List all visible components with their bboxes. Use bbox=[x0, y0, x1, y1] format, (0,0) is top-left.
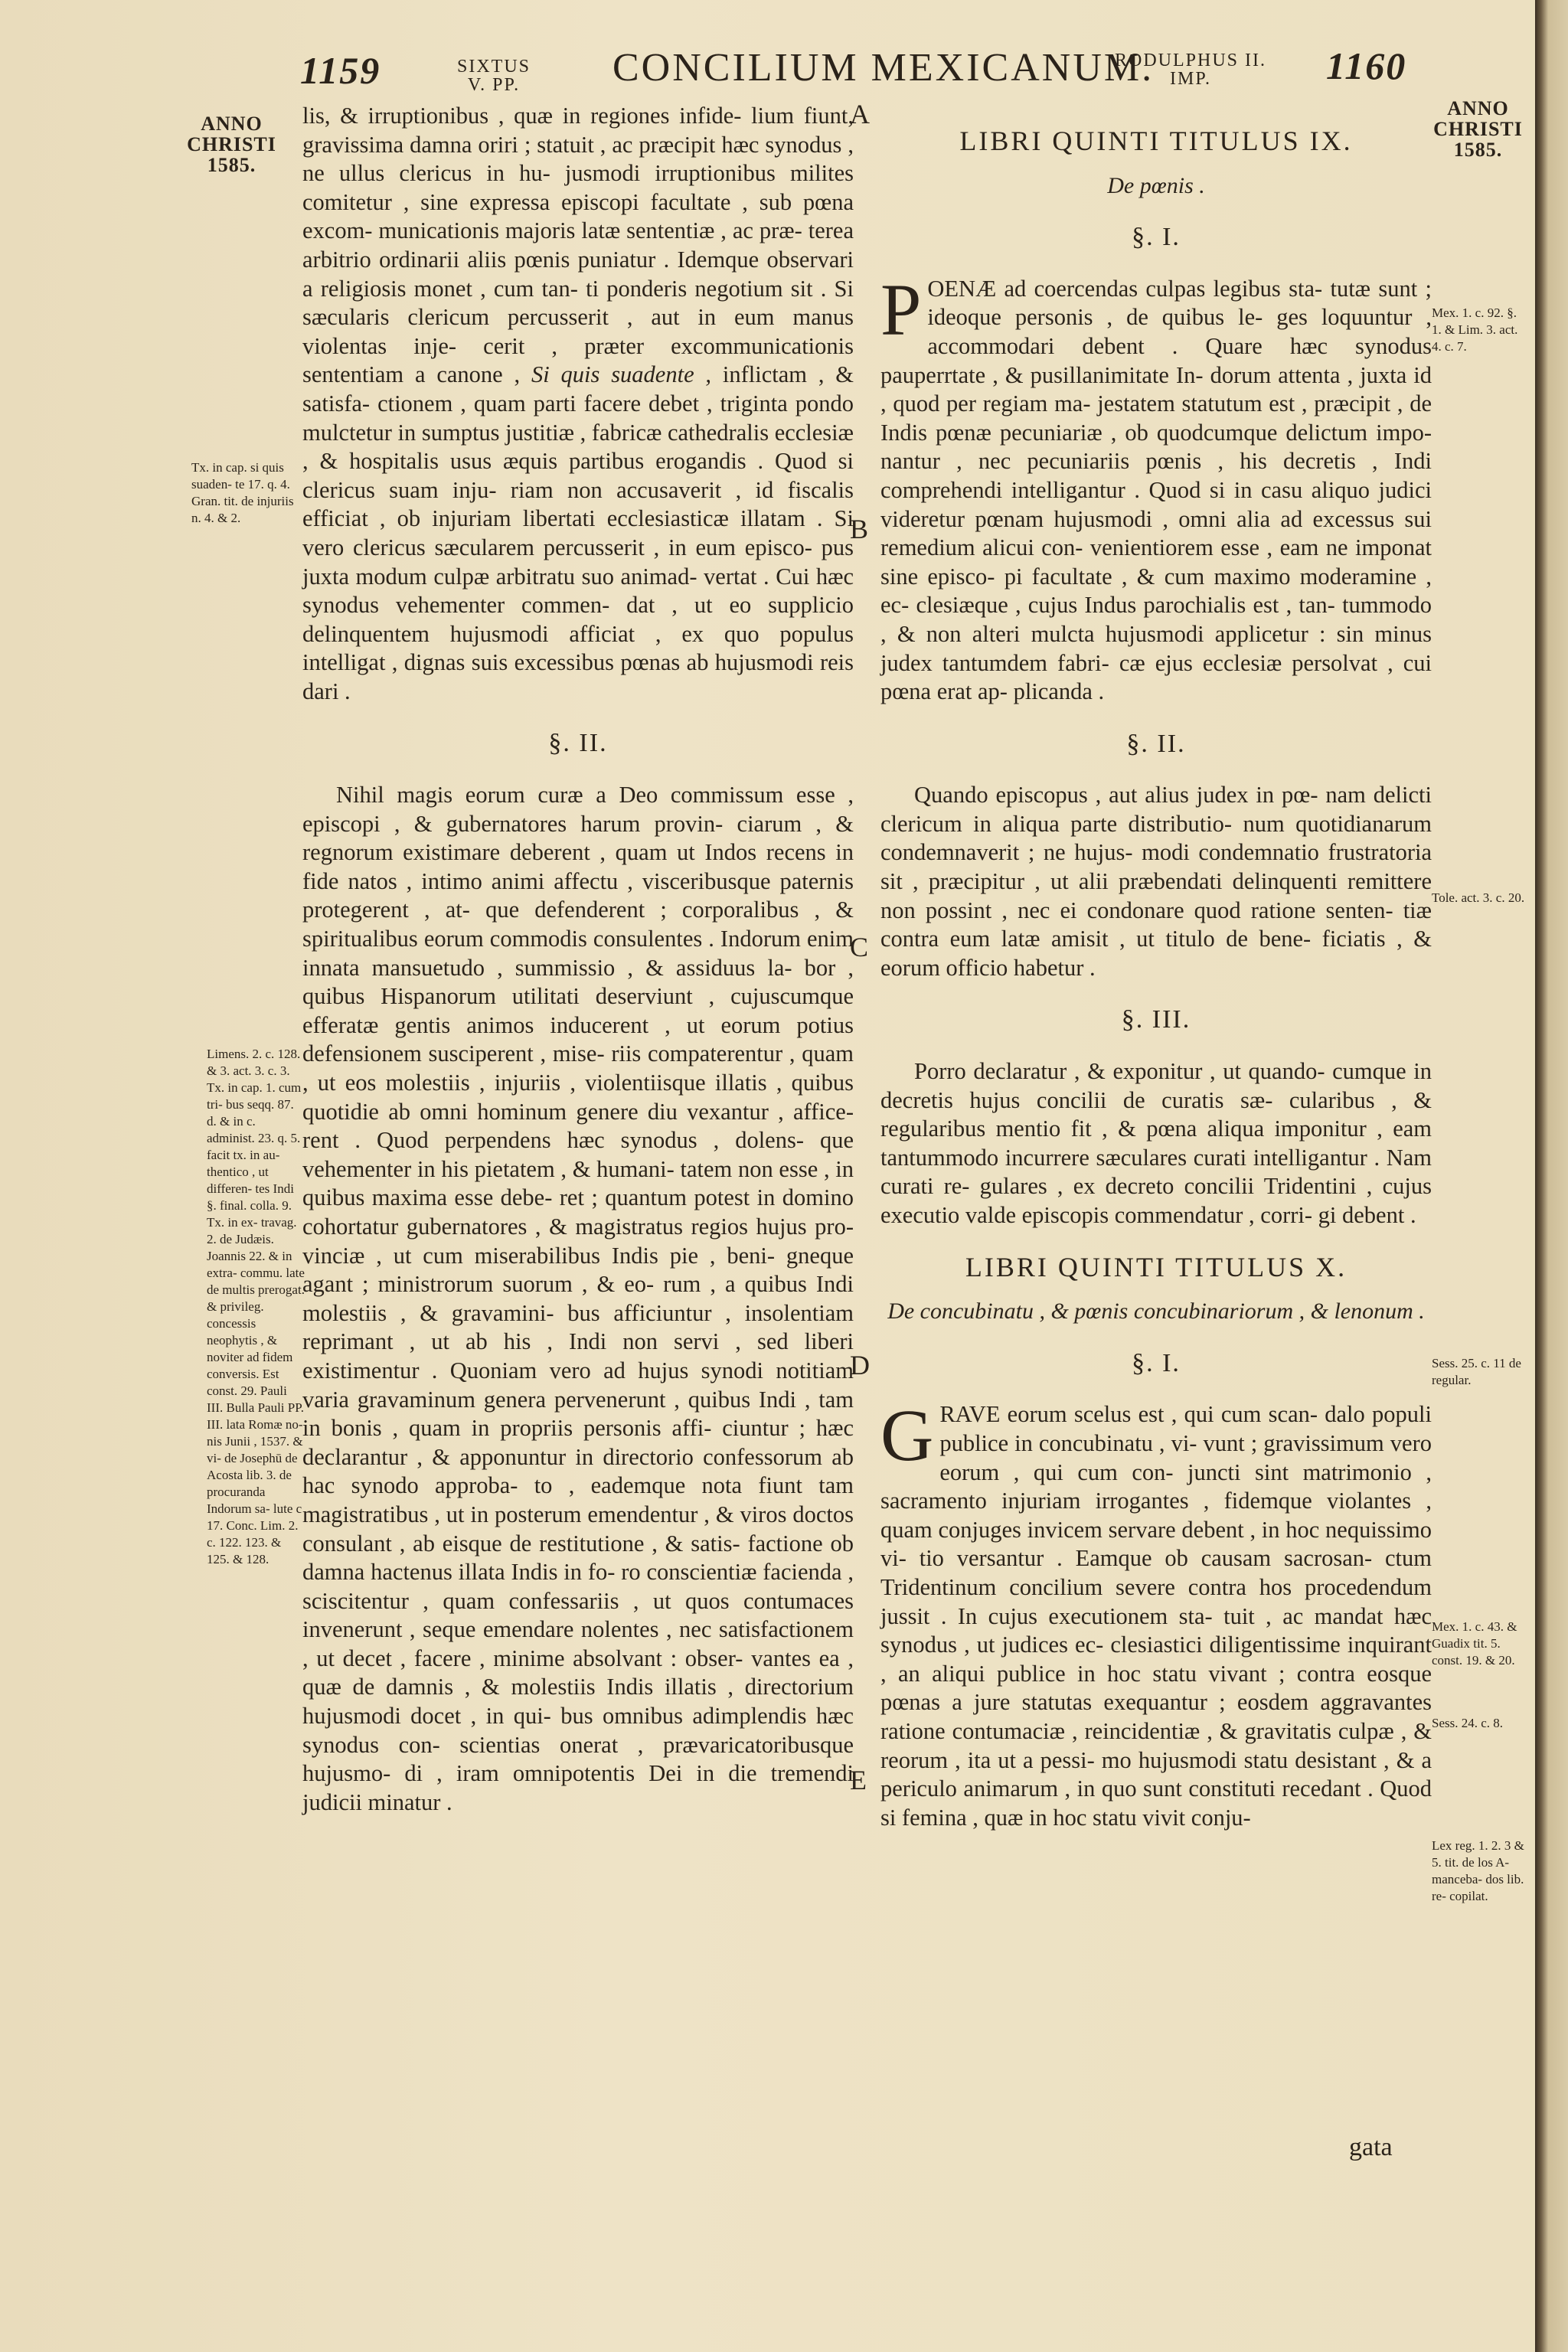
left-paragraph-1 bbox=[302, 102, 854, 706]
anno-right-text: ANNO CHRISTI 1585. bbox=[1433, 97, 1523, 161]
section-letter-a: A bbox=[850, 99, 870, 129]
right-running-head: RODULPHUS II. IMP. bbox=[1114, 51, 1266, 89]
left-paragraph-1-rest: inflictam , & satisfa- ctionem , quam parti facere debet , triginta pondo mulctetur in sumptus justitiæ , fabricæ cathedralis ecclesiæ , & hospitalis usus æquis partibus erogandis . Quod si clericus suam inju- riam non accusaverit , id fiscalis efficiat , ob injuriam libertati ecclesiasticæ illatam . Si vero clericus sæcularem percusserit , in eum episco- pus juxta modum culpæ arbitratu suo animad- vertat . Cui hæc synodus vehementer commen- dat , ut eo supplicio delinquentem hujusmodi afficiat , ex quo populus intelligat , dignas suis excessibus pœnas ab hujusmodi reis dari . bbox=[302, 361, 854, 704]
anno-left-text: ANNO CHRISTI 1585. bbox=[187, 113, 276, 176]
margin-note-left-1: Tx. in cap. si quis suaden- te 17. q. 4. Gran. tit. de injuriis n. 4. & 2. bbox=[191, 460, 294, 525]
margin-note-right-6: Lex reg. 1. 2. 3 & 5. tit. de los A- manceba- dos lib. re- copilat. bbox=[1432, 1838, 1524, 1903]
left-page-number: 1159 bbox=[300, 49, 381, 92]
section-letter-b: B bbox=[850, 514, 869, 544]
title-x-heading: LIBRI QUINTI TITULUS X. bbox=[965, 1251, 1348, 1282]
margin-note-right-3: Sess. 25. c. 11 de regular. bbox=[1432, 1356, 1521, 1387]
right-paragraph-4-text: RAVE eorum scelus est , qui cum scan- dalo populi publice in concubinatu , vi- vunt ; gravissimum vero eorum , qui cum con- juncti sint matrimonio , sacramento injuriam irrogantes , fidemque violantes , quam conjuges invicem servare debent , in hoc nequissimo vi- tio versantur . Eamque ob causam sacrosan- ctum Tridentinum concilium severe contra hos procedendum jussit . In cujus executionem sta- tuit , ac mandat hæc synodus , ut judices ec- clesiastici diligentissime inquirant , an aliqui publice in hoc statu vivant ; contra eosque pœnas a jure statutas exequantur ; eosdem aggravantes ratione contumaciæ , reincidentiæ , & gravitatis culpæ , & reorum , ita ut a pessi- mo hujusmodi statu desistant , & a periculo animarum , in quo sunt constituti recedant . Quod si femina , quæ in hoc statu vivit conju- bbox=[880, 1401, 1432, 1831]
margin-note-right-2: Tole. act. 3. c. 20. bbox=[1432, 890, 1525, 905]
title-ix-heading: LIBRI QUINTI TITULUS IX. bbox=[959, 126, 1353, 156]
title-x-subtitle: De concubinatu , & pœnis concubinariorum , & lenonum . bbox=[887, 1298, 1425, 1325]
right-text-column bbox=[880, 122, 1432, 1832]
anno-christi-left bbox=[184, 113, 279, 175]
section-letter-e: E bbox=[850, 1765, 867, 1795]
right-paragraph-4 bbox=[880, 1394, 1432, 1832]
right-paragraph-1-text: OENÆ ad coercendas culpas legibus sta- tutæ sunt ; ideoque personis , de quibus le- ges loquuntur , accommodari debent . Quare hæc synodus pauperrtate , & pusillanimitate In- dorum attenta , juxta id , quod per regiam ma- jestatem statutum est , præcipit , de Indis pœnæ pecuniariæ , ob quodcumque delictum impo- nantur , nec pecuniariis pœnis , his decretis , Indi comprehendi intelligantur . Quod si in casu aliquo judici videretur pœnam hujusmodi , omni alia ad excessus sui remedium alicui con- venientiorem esse , eam ne imponat sine episco- pi facultate , & cum maximo moderamine , ec- clesiæque , cujus Indus parochialis est , tan- tummodo , & non alteri mulcta hujusmodi applicetur : sin minus judex tantumdem fabri- cæ ejus ecclesiæ persolvat , cui pœna erat ap- plicanda . bbox=[880, 275, 1432, 705]
section-letter-d: D bbox=[850, 1350, 870, 1380]
drop-cap-p: P bbox=[880, 268, 922, 351]
section-heading-ii-right: §. II. bbox=[1126, 729, 1186, 758]
right-page-number: 1160 bbox=[1326, 44, 1407, 87]
section-heading-i-right: §. I. bbox=[1132, 223, 1181, 252]
right-paragraph-1 bbox=[880, 268, 1432, 707]
page-title: CONCILIUM MEXICANUM. bbox=[612, 46, 1155, 90]
left-paragraph-1-text: lis, & irruptionibus , quæ in regiones infide- lium fiunt, gravissima damna oriri ; statuit , ac præcipit hæc synodus , ne ullus clericus in hu- jusmodi irruptionibus milites comitetur , sine expressa episcopi facultate , sub pœna excom- municationis majoris latæ sententiæ , ac præ- terea arbitrio ordinarii aliis pœnis puniatur . Idemque observari a religiosis monet , cum tan- ti ponderis negotium sit . Si sæcularis clericum percusserit , aut in eum manus violentas inje- cerit , præter excommunicationis sententiam a canone , bbox=[302, 103, 854, 388]
section-heading-ii-left: §. II. bbox=[548, 729, 608, 758]
drop-cap-g: G bbox=[880, 1394, 934, 1477]
canon-citation: Si quis suadente , bbox=[531, 361, 712, 388]
section-heading-iii-right: §. III. bbox=[1121, 1005, 1191, 1034]
right-paragraph-3: Porro declaratur , & exponitur , ut quando- cumque in decretis hujus concilii de curatis sæ- cularibus , & regularibus mentio fit , & pœna aliqua imponitur , eam tantummodo incurrere sæculares curati intelligantur . Nam curati re- gulares , ex decreto concilii Tridentini , cujus executio valde episcopis commendatur , corri- gi debent . bbox=[880, 1058, 1432, 1228]
right-paragraph-2: Quando episcopus , aut alius judex in pœ- nam delicti clericum in aliqua parte distributio- num quotidianarum condemnaverit ; ne hujus- modi condemnatio frustratoria sit , præcipitur , ut alii præbendati delinquenti remittere non possint , nec ei condonare quod ratione senten- tiæ contra eum latæ amisit , ut titulo de bene- ficiatis , & eorum officio habetur . bbox=[880, 782, 1432, 981]
running-header bbox=[0, 42, 1535, 103]
catchword: gata bbox=[1349, 2133, 1393, 2161]
margin-note-right-4: Mex. 1. c. 43. & Guadix tit. 5. const. 19. & 20. bbox=[1432, 1619, 1517, 1668]
facing-page-edge bbox=[1535, 0, 1568, 2352]
left-paragraph-2: Nihil magis eorum curæ a Deo commissum esse , episcopi , & gubernatores harum provin- ciarum , & regnorum existimare deberent , quam ut Indos recens in fide natos , intimo animi affectu , visceribusque paternis protegerent , at- que defenderent ; corporalibus , & spiritualibus eorum commodis consulentes . Indorum enim innata mansuetudo , summissio , & assiduus la- bor , quibus Hispanorum utilitati deserviunt , cujuscumque efferatæ gentis animos inducerent , ut eorum potius defensionem susciperent , mise- riis compaterentur , quam , ut eos molestiis , injuriis , violentiisque illatis , quibus quotidie ab omni hominum genere diu vexantur , affice- rent . Quod perpendens hæc synodus , dolens- que vehementer in his pietatem , & humani- tatem non esse , in quibus maxima esse debe- ret ; quantum potest in domino cohortatur gubernatores , & magistratus regios hujus pro- vinciæ , ut cum miserabilibus Indis pie , beni- gneque agant ; ministrorum suorum , & eo- rum , a quibus Indi molestiis , & gravamini- bus afficiuntur , insolentiam reprimant , ut ab his , Indi non servi , sed liberi existimentur . Quoniam vero ad hujus synodi notitiam varia gravaminum genera pervenerunt , quibus Indi , tam in bonis , quam in propriis personis affi- ciuntur ; hæc declarantur , & apponuntur in directorio confessorum ab hac synodo approba- to , eademque nota fiunt tam magistratibus , ut in posterum emendentur , & viros doctos consulant , ab eisque de restitutione , & satis- factione ob damna hactenus illata Indis in fo- ro conscientiæ facienda , sciscitentur , quam confessariis , ut quos contumaces invenerunt , seque emendare nolentes , nec satisfactionem , ut decet , facere , minime absolvant : obser- vantes ea , quæ de damnis , & molestiis Indis illatis , directorium hujusmodi docet , in qui- bus omnibus adimplendis hæc synodus con- scientias onerat , prævaricatoribusque hujusmo- di , iram omnipotentis Dei in die tremendi judicii minatur . bbox=[302, 782, 854, 1815]
left-text-column bbox=[302, 102, 854, 1817]
anno-christi-right bbox=[1430, 98, 1526, 160]
margin-note-left-2: Limens. 2. c. 128. & 3. act. 3. c. 3. Tx. in cap. 1. cum tri- bus seqq. 87. d. & in c. administ. 23. q. 5. facit tx. in au- thentico , ut differen- tes Indi §. final. colla. 9. Tx. in ex- travag. 2. de Judæis. Joannis 22. & in extra- commu. late de multis prerogat. & privileg. concessis neophytis , & noviter ad fidem conversis. Est const. 29. Pauli III. Bulla Pauli PP. III. lata Romæ no- nis Junii , 1537. & vi- de Josephū de Acosta lib. 3. de procuranda Indorum sa- lute c 17. Conc. Lim. 2. c. 122. 123. & 125. & 128. bbox=[207, 1047, 305, 1566]
left-running-head: SIXTUS V. PP. bbox=[456, 57, 531, 95]
title-ix-subtitle: De pœnis . bbox=[1107, 172, 1205, 198]
section-heading-i-title-x: §. I. bbox=[1132, 1348, 1181, 1377]
section-letter-c: C bbox=[850, 932, 869, 962]
margin-note-right-5: Sess. 24. c. 8. bbox=[1432, 1716, 1504, 1730]
margin-note-right-1: Mex. 1. c. 92. §. 1. & Lim. 3. act. 4. c. 7. bbox=[1432, 305, 1518, 354]
